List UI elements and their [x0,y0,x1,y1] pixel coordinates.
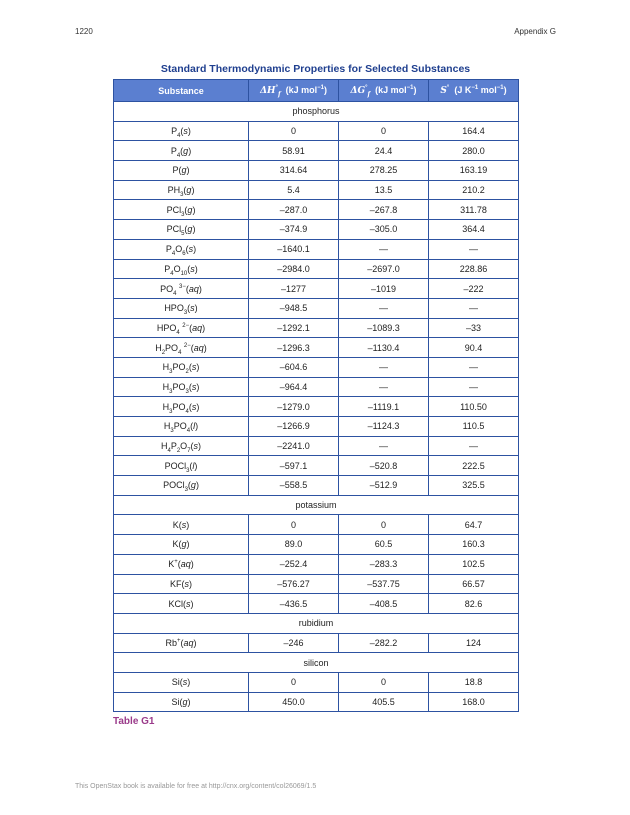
enthalpy-cell: –1277 [249,279,339,299]
enthalpy-cell: –2241.0 [249,436,339,456]
enthalpy-cell: 0 [249,515,339,535]
table-row [114,476,519,496]
gibbs-cell: — [339,239,429,259]
table-row [114,161,519,181]
substance-cell: $H_3PO_4(l)$ [114,417,249,437]
table-row [114,417,519,437]
substance-cell: K+(aq) [114,554,249,574]
gibbs-cell: 278.25 [339,161,429,181]
entropy-cell: 228.86 [429,259,519,279]
running-head: Appendix G [514,27,556,36]
substance-cell: Rb+(aq) [114,633,249,653]
entropy-cell: –222 [429,279,519,299]
substance-cell: $PO_4$ $^{3-}$(aq) [114,279,249,299]
gibbs-cell: 60.5 [339,535,429,555]
substance-cell: K(g) [114,535,249,555]
substance-cell: PCl$_3$(g) [114,200,249,220]
table-row [114,141,519,161]
enthalpy-cell: –374.9 [249,220,339,240]
substance-cell: K(s) [114,515,249,535]
gibbs-cell: –1019 [339,279,429,299]
gibbs-column-header: $\Delta G^\circ_f$ (kJ mol$^{-1}$) [339,80,429,102]
gibbs-cell: 0 [339,672,429,692]
enthalpy-cell: –576.27 [249,574,339,594]
section-heading: potassium [114,495,519,515]
enthalpy-cell: –1640.1 [249,239,339,259]
entropy-column-header: S° (J $K^{-1}$ mol$^{-1}$) [429,80,519,102]
table-row [114,318,519,338]
substance-cell: $HPO_4$ $^{2-}$(aq) [114,318,249,338]
enthalpy-cell: 89.0 [249,535,339,555]
gibbs-cell: — [339,298,429,318]
footer-text: This OpenStax book is available for free at http://cnx.org/content/col26069/1.5 [75,783,317,790]
substance-cell: $PH_3(g)$ [114,180,249,200]
substance-cell: $H_2PO_4$ $^{2-}$(aq) [114,338,249,358]
entropy-cell: 168.0 [429,692,519,712]
table-title: Standard Thermodynamic Properties for Selected Substances [160,63,471,75]
section-row-rubidium [114,613,519,633]
table-row [114,436,519,456]
table-row [114,180,519,200]
substance-cell: $H_4P_2O_7(s)$ [114,436,249,456]
gibbs-cell: –512.9 [339,476,429,496]
table-row [114,456,519,476]
table-header-row [114,80,519,102]
table-row [114,672,519,692]
entropy-cell: 110.5 [429,417,519,437]
gibbs-cell: –408.5 [339,594,429,614]
table-row [114,279,519,299]
gibbs-cell: –1124.3 [339,417,429,437]
section-heading: silicon [114,653,519,673]
gibbs-cell: 0 [339,515,429,535]
substance-cell: $P_4O_{10}(s)$ [114,259,249,279]
table-row [114,633,519,653]
entropy-cell: –33 [429,318,519,338]
enthalpy-cell: –287.0 [249,200,339,220]
substance-cell: KF(s) [114,574,249,594]
gibbs-cell: –537.75 [339,574,429,594]
substance-cell: Si(s) [114,672,249,692]
table-row [114,692,519,712]
substance-cell: $P_4(g)$ [114,141,249,161]
entropy-cell: 222.5 [429,456,519,476]
gibbs-cell: 24.4 [339,141,429,161]
section-heading: phosphorus [114,102,519,122]
entropy-cell: 110.50 [429,397,519,417]
table-row [114,220,519,240]
substance-cell: $H_3PO_4(s)$ [114,397,249,417]
entropy-cell: — [429,357,519,377]
entropy-cell: — [429,298,519,318]
section-row-potassium [114,495,519,515]
gibbs-cell: –1119.1 [339,397,429,417]
entropy-cell: 90.4 [429,338,519,358]
entropy-cell: 364.4 [429,220,519,240]
gibbs-cell: — [339,436,429,456]
enthalpy-cell: –1266.9 [249,417,339,437]
enthalpy-cell: –1292.1 [249,318,339,338]
gibbs-cell: –267.8 [339,200,429,220]
gibbs-cell: –1130.4 [339,338,429,358]
table-row [114,200,519,220]
substance-cell: Si(g) [114,692,249,712]
substance-cell: $H_3PO_3(s)$ [114,377,249,397]
table-body [114,102,519,712]
table-row [114,574,519,594]
enthalpy-cell: –1279.0 [249,397,339,417]
enthalpy-cell: –597.1 [249,456,339,476]
enthalpy-cell: 314.64 [249,161,339,181]
table-row [114,397,519,417]
entropy-cell: 164.4 [429,121,519,141]
entropy-cell: 325.5 [429,476,519,496]
table-row [114,357,519,377]
enthalpy-cell: 58.91 [249,141,339,161]
gibbs-cell: 0 [339,121,429,141]
table-row [114,377,519,397]
entropy-cell: — [429,239,519,259]
table-row [114,239,519,259]
enthalpy-cell: 0 [249,121,339,141]
entropy-cell: 210.2 [429,180,519,200]
page-number: 1220 [75,27,93,36]
enthalpy-cell: –252.4 [249,554,339,574]
substance-cell: $P_4(s)$ [114,121,249,141]
entropy-cell: 66.57 [429,574,519,594]
gibbs-cell: 405.5 [339,692,429,712]
substance-cell: KCl(s) [114,594,249,614]
gibbs-cell: 13.5 [339,180,429,200]
table-row [114,554,519,574]
table-row [114,535,519,555]
table-label: Table G1 [113,716,155,727]
entropy-cell: 102.5 [429,554,519,574]
substance-cell: PCl$_5$(g) [114,220,249,240]
gibbs-cell: –282.2 [339,633,429,653]
section-row-phosphorus [114,102,519,122]
substance-cell: $HPO_3(s)$ [114,298,249,318]
enthalpy-cell: –1296.3 [249,338,339,358]
gibbs-cell: –2697.0 [339,259,429,279]
gibbs-cell: — [339,357,429,377]
entropy-cell: 160.3 [429,535,519,555]
enthalpy-cell: –2984.0 [249,259,339,279]
table-row [114,594,519,614]
substance-cell: POCl$_3$(l) [114,456,249,476]
enthalpy-cell: 450.0 [249,692,339,712]
entropy-cell: 82.6 [429,594,519,614]
enthalpy-cell: –964.4 [249,377,339,397]
gibbs-cell: –283.3 [339,554,429,574]
enthalpy-cell: –948.5 [249,298,339,318]
substance-cell: P(g) [114,161,249,181]
gibbs-cell: –1089.3 [339,318,429,338]
entropy-cell: 124 [429,633,519,653]
entropy-cell: — [429,436,519,456]
entropy-cell: 280.0 [429,141,519,161]
thermodynamic-properties-table [113,79,519,712]
enthalpy-cell: 0 [249,672,339,692]
entropy-cell: 64.7 [429,515,519,535]
section-row-silicon [114,653,519,673]
enthalpy-cell: –246 [249,633,339,653]
table-row [114,515,519,535]
enthalpy-cell: –604.6 [249,357,339,377]
substance-cell: POCl$_3$(g) [114,476,249,496]
section-heading: rubidium [114,613,519,633]
enthalpy-column-header: $\Delta H^\circ_f$ (kJ mol$^{-1}$) [249,80,339,102]
entropy-cell: 18.8 [429,672,519,692]
enthalpy-cell: –436.5 [249,594,339,614]
gibbs-cell: –305.0 [339,220,429,240]
entropy-cell: 163.19 [429,161,519,181]
gibbs-cell: –520.8 [339,456,429,476]
entropy-cell: 311.78 [429,200,519,220]
entropy-cell: — [429,377,519,397]
enthalpy-cell: 5.4 [249,180,339,200]
substance-cell: $H_3PO_2(s)$ [114,357,249,377]
substance-column-header: Substance [114,80,249,102]
table-row [114,338,519,358]
substance-cell: $P_4O_6(s)$ [114,239,249,259]
table-row [114,259,519,279]
table-row [114,298,519,318]
enthalpy-cell: –558.5 [249,476,339,496]
gibbs-cell: — [339,377,429,397]
table-row [114,121,519,141]
